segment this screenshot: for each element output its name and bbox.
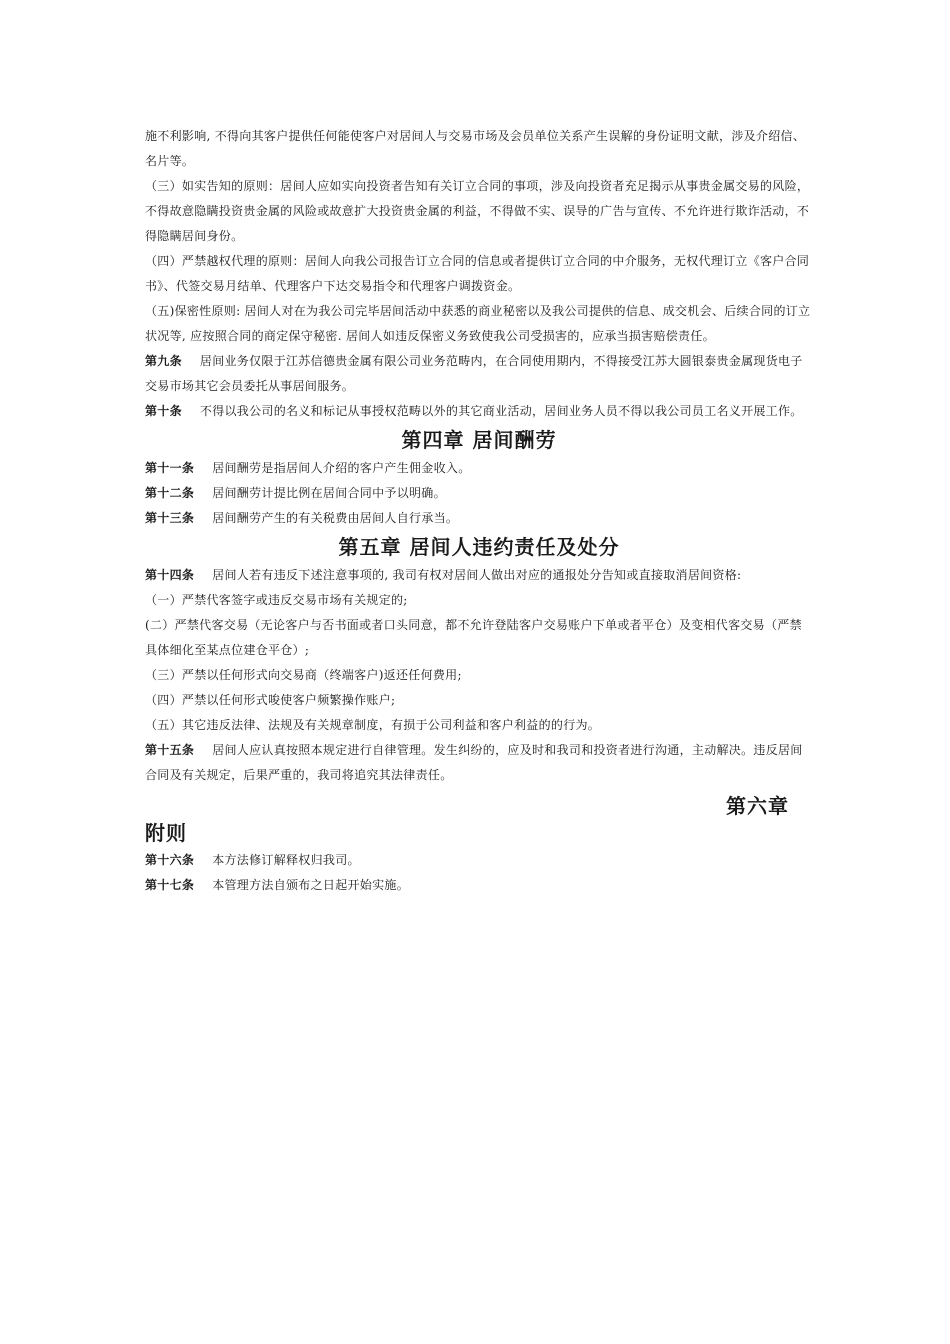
article-15-text: 居间人应认真按照本规定进行自律管理。发生纠纷的，应及时和我司和投资者进行沟通，主动解决。违反居间合同及有关规定，后果严重的，我司将追究其法律责任。 [145, 743, 803, 782]
article-9 [145, 349, 813, 399]
article-14-number: 第十四条 [145, 568, 195, 582]
document-body [145, 124, 813, 898]
article-13-number: 第十三条 [145, 511, 195, 525]
article-14-item-5: （五）其它违反法律、法规及有关规章制度，有损于公司利益和客户利益的的行为。 [145, 718, 601, 732]
chapter-6-heading-part1: 第六章 [726, 794, 789, 818]
paragraph-continuation: 施不利影响, 不得向其客户提供任何能使客户对居间人与交易市场及会员单位关系产生误解的身份证明文献，涉及介绍信、名片等。 [145, 129, 806, 168]
chapter-5-heading: 第五章 居间人违约责任及处分 [338, 535, 620, 559]
article-12 [145, 481, 813, 506]
article-12-number: 第十二条 [145, 486, 195, 500]
article-13-text: 居间酬劳产生的有关税费由居间人自行承当。 [212, 511, 459, 525]
article-10-text: 不得以我公司的名义和标记从事授权范畴以外的其它商业活动，居间业务人员不得以我公司员工名义开展工作。 [199, 404, 803, 418]
article-14-item-3: （三）严禁以任何形式向交易商（终端客户)返还任何费用; [145, 668, 462, 682]
paragraph-principle-3: （三）如实告知的原则：居间人应如实向投资者告知有关订立合同的事项，涉及向投资者充足揭示从事贵金属交易的风险，不得故意隐瞒投资贵金属的风险或故意扩大投资贵金属的利益，不得做不实、误导的广告与宣传、不允许进行欺诈活动，不得隐瞒居间身份。 [145, 179, 810, 243]
article-16 [145, 848, 813, 873]
article-11-number: 第十一条 [145, 461, 195, 475]
article-17 [145, 873, 813, 898]
article-14-text: 居间人若有违反下述注意事项的, 我司有权对居间人做出对应的通报处分告知或直接取消居间资格: [212, 568, 742, 582]
article-10 [145, 399, 813, 424]
article-17-text: 本管理方法自颁布之日起开始实施。 [212, 878, 410, 892]
article-17-number: 第十七条 [145, 878, 195, 892]
article-15 [145, 738, 813, 788]
article-16-text: 本方法修订解释权归我司。 [212, 853, 360, 867]
article-14-item-1: （一）严禁代客签字或违反交易市场有关规定的; [145, 593, 408, 607]
article-9-number: 第九条 [145, 354, 182, 368]
article-9-text: 居间业务仅限于江苏信德贵金属有限公司业务范畴内，在合同使用期内，不得接受江苏大圆银泰贵金属现货电子交易市场其它会员委托从事居间服务。 [145, 354, 803, 393]
article-11-text: 居间酬劳是指居间人介绍的客户产生佣金收入。 [212, 461, 471, 475]
chapter-4-heading: 第四章 居间酬劳 [401, 428, 557, 452]
paragraph-principle-4: （四）严禁越权代理的原则：居间人向我公司报告订立合同的信息或者提供订立合同的中介服务，无权代理订立《客户合同书》、代签交易月结单、代理客户下达交易指令和代理客户调拨资金。 [145, 254, 810, 293]
article-16-number: 第十六条 [145, 853, 195, 867]
article-13 [145, 506, 813, 531]
paragraph-principle-5: （五)保密性原则: 居间人对在为我公司完毕居间活动中获悉的商业秘密以及我公司提供的信息、成交机会、后续合同的订立状况等, 应按照合同的商定保守秘密. 居间人如违反保密义务致使我公司受损害的，应承当损害赔偿责任。 [145, 304, 811, 343]
article-14-item-2: (二）严禁代客交易（无论客户与否书面或者口头同意，都不允许登陆客户交易账户下单或者平仓）及变相代客交易（严禁具体细化至某点位建仓平仓）; [145, 618, 802, 657]
article-10-number: 第十条 [145, 404, 182, 418]
article-12-text: 居间酬劳计提比例在居间合同中予以明确。 [212, 486, 446, 500]
article-14 [145, 563, 813, 588]
article-11 [145, 456, 813, 481]
article-15-number: 第十五条 [145, 743, 195, 757]
chapter-6-heading-part2: 附则 [145, 821, 187, 845]
article-14-item-4: （四）严禁以任何形式唆使客户频繁操作账户; [145, 693, 396, 707]
